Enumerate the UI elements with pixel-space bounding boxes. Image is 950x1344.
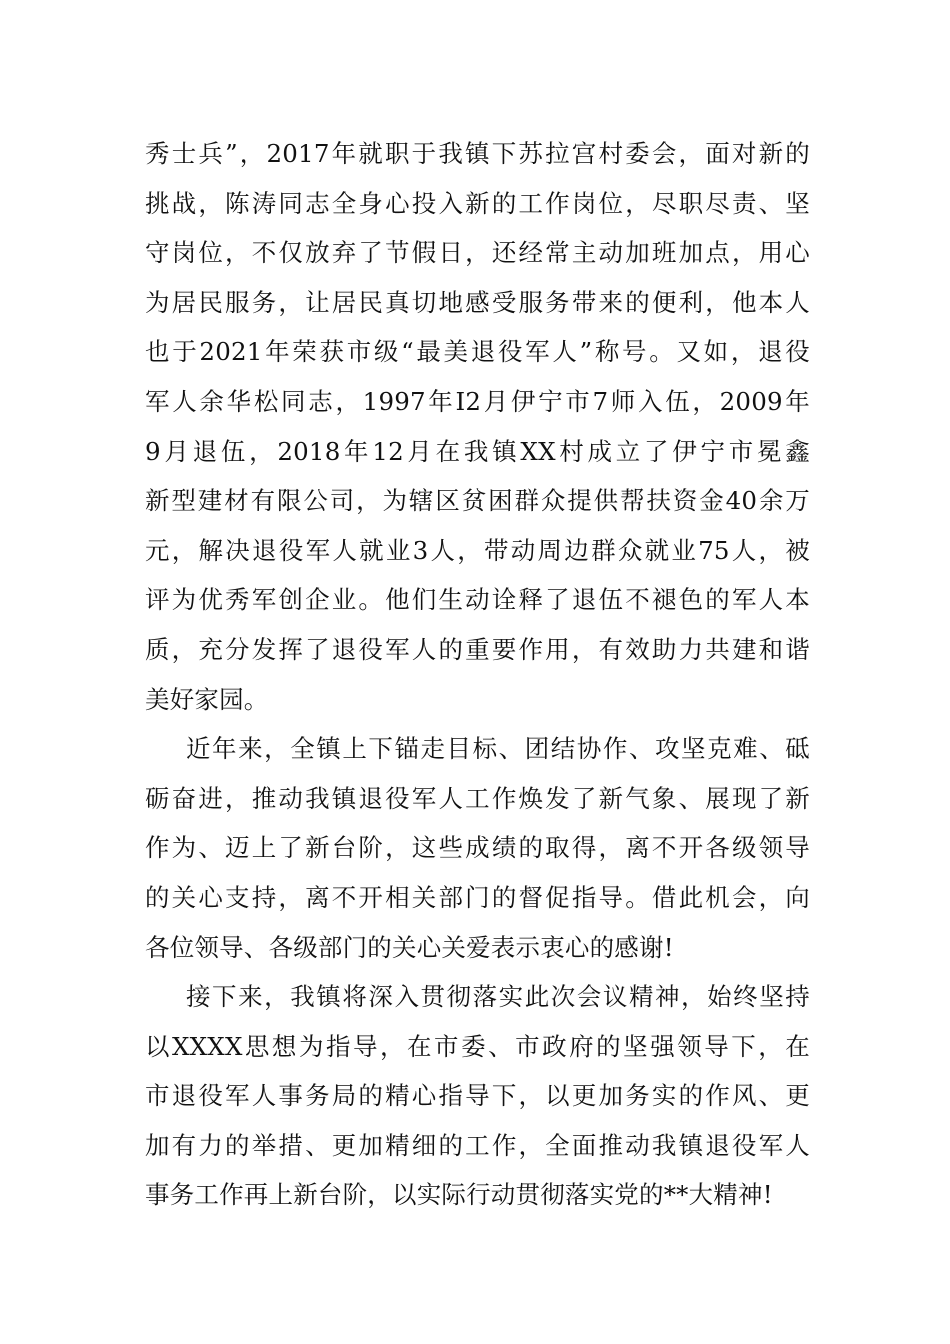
paragraph-1 (145, 129, 810, 724)
text-line: 新型建材有限公司，为辖区贫困群众提供帮扶资金40余万 (145, 486, 810, 516)
paragraph-3 (145, 972, 810, 1220)
text-line: 事务工作再上新台阶，以实际行动贯彻落实党的**大精神! (145, 1180, 773, 1210)
text-line: 军人余华松同志，1997年I2月伊宁市7师入伍，2009年 (145, 386, 810, 416)
text-line: 的关心支持，离不开相关部门的督促指导。借此机会，向 (145, 882, 810, 912)
text-line: 挑战，陈涛同志全身心投入新的工作岗位，尽职尽责、坚 (145, 188, 810, 218)
text-line: 质，充分发挥了退役军人的重要作用，有效助力共建和谐 (145, 634, 810, 664)
text-line: 接下来，我镇将深入贯彻落实此次会议精神，始终坚持 (186, 982, 810, 1012)
text-line: 评为优秀军创企业。他们生动诠释了退伍不褪色的军人本 (145, 585, 810, 615)
text-line: 各位领导、各级部门的关心关爱表示衷心的感谢! (145, 932, 674, 962)
text-line: 加有力的举措、更加精细的工作，全面推动我镇退役军人 (145, 1130, 810, 1160)
text-line: 元，解决退役军人就业3人，带动周边群众就业75人，被 (145, 535, 810, 565)
text-line: 市退役军人事务局的精心指导下，以更加务实的作风、更 (145, 1081, 810, 1111)
text-line: 为居民服务，让居民真切地感受服务带来的便利，他本人 (145, 287, 810, 317)
text-line: 秀士兵”，2017年就职于我镇下苏拉宫村委会，面对新的 (145, 139, 810, 168)
text-line: 守岗位，不仅放弃了节假日，还经常主动加班加点，用心 (145, 238, 810, 268)
text-line: 作为、迈上了新台阶，这些成绩的取得，离不开各级领导 (145, 833, 810, 863)
text-line: 近年来，全镇上下锚走目标、团结协作、攻坚克难、砥 (186, 734, 810, 764)
text-line: 9月退伍，2018年12月在我镇XX村成立了伊宁市冕鑫 (145, 436, 810, 466)
text-line: 以XXXX思想为指导，在市委、市政府的坚强领导下，在 (145, 1031, 810, 1061)
document-body (145, 129, 810, 1220)
text-line: 美好家园。 (145, 684, 269, 714)
text-line: 也于2021年荣获市级“最美退役军人”称号。又如，退役 (145, 337, 810, 367)
paragraph-2 (145, 724, 810, 972)
text-line: 砺奋进，推动我镇退役军人工作焕发了新气象、展现了新 (145, 783, 810, 813)
